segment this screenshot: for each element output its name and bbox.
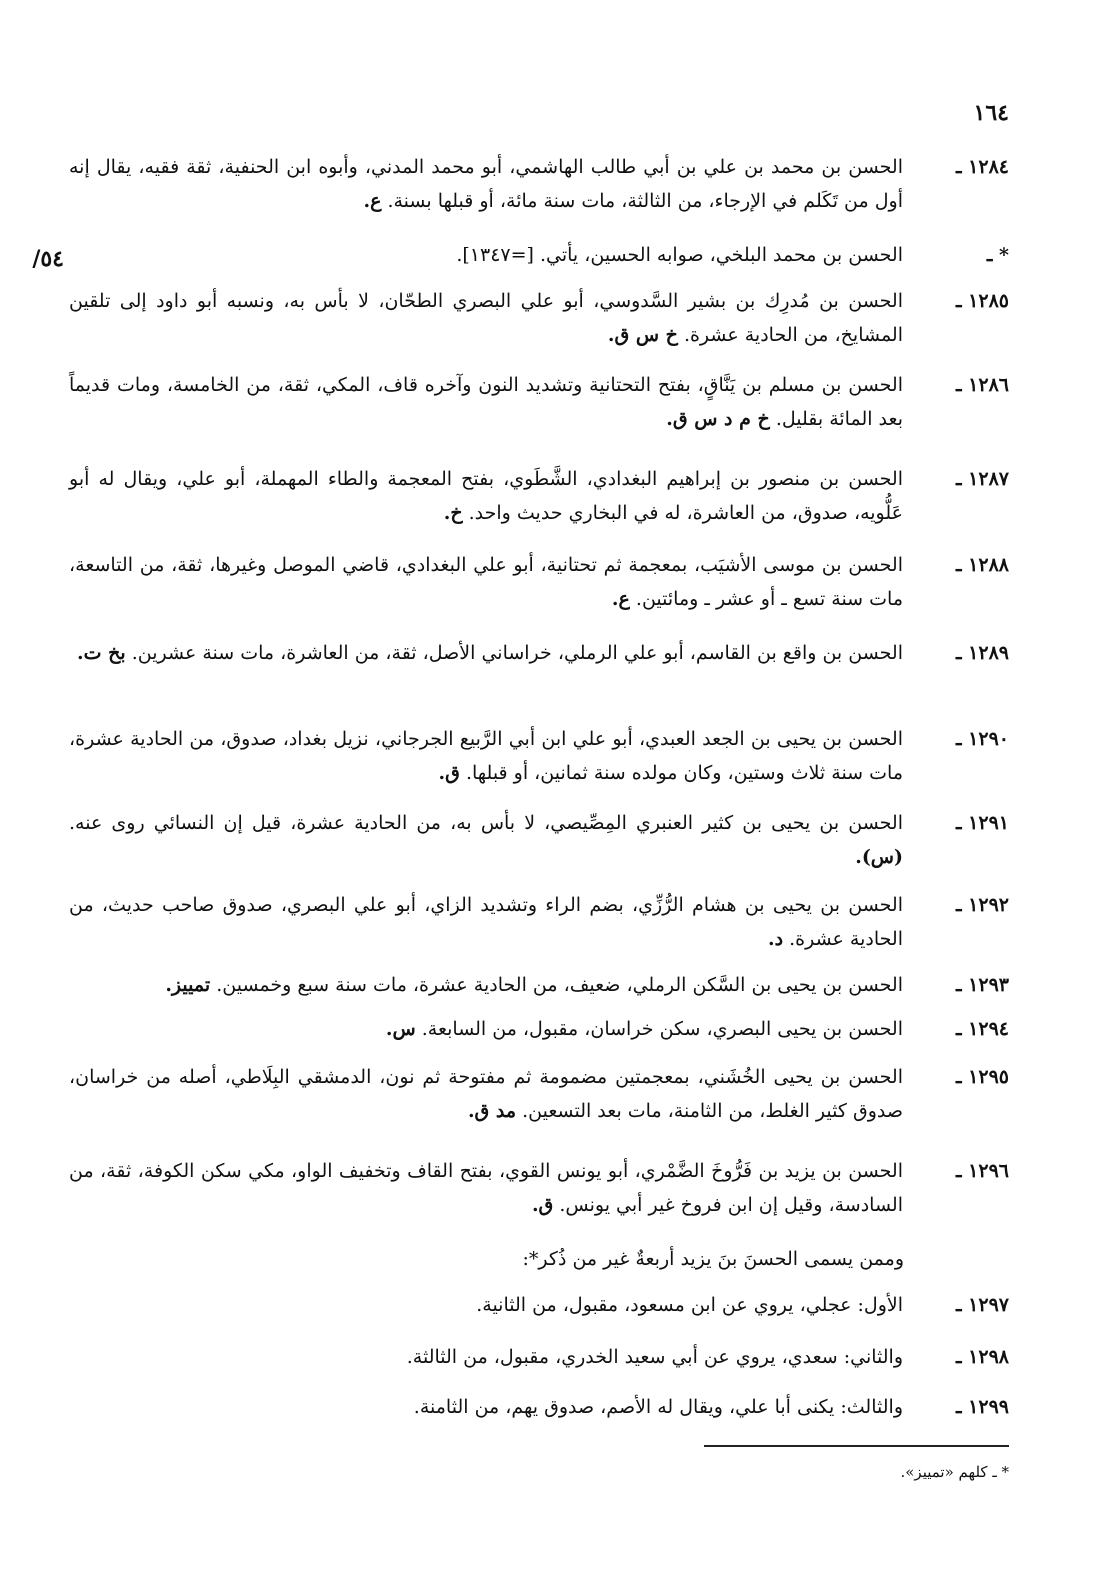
entry-code: مد ق. (467, 1100, 517, 1122)
entry-code: بخ ت. (77, 642, 126, 664)
entry-text: الحسن بن يحيى البصري، سكن خراسان، مقبول، من السابعة. (421, 1018, 903, 1040)
entry-1291 (69, 806, 1009, 874)
entry-text: الحسن بن يزيد بن فَرُّوخَ الضَّمْري، أبو يونس القوي، بفتح القاف وتخفيف الواو، مكي سكن الكوفة، ثقة، من السادسة، وقيل إن ابن فروخ غير أبي يونس. (69, 1160, 903, 1216)
entry-1284 (69, 150, 1009, 218)
entry-number: ١٢٨٧ ـ (955, 468, 1009, 490)
entry-1299 (69, 1390, 1009, 1424)
entry-1296 (69, 1154, 1009, 1222)
entry-1294 (69, 1012, 1009, 1046)
entry-1288 (69, 548, 1009, 616)
entry-text: الحسن بن يحيى بن الجعد العبدي، أبو علي ابن أبي الرَّبيع الجرجاني، نزيل بغداد، صدوق، من الحادية عشرة، مات سنة ثلاث وستين، وكان مولده سنة ثمانين، أو قبلها. (69, 728, 903, 784)
entry-1287 (69, 462, 1009, 530)
entry-1293 (69, 968, 1009, 1002)
entry-text: الحسن بن يحيى بن السَّكن الرملي، ضعيف، من الحادية عشرة، مات سنة سبع وخمسين. (216, 974, 903, 996)
entry-1289 (69, 636, 1009, 670)
entry-number: ١٢٨٩ ـ (955, 642, 1009, 664)
entry-text: الأول: عجلي، يروي عن ابن مسعود، مقبول، من الثانية. (476, 1294, 903, 1316)
page-number: ١٦٤ (973, 100, 1009, 126)
entry-number: ١٢٩٠ ـ (955, 728, 1009, 750)
entry-code: خ. (443, 502, 463, 524)
entry-text: والثاني: سعدي، يروي عن أبي سعيد الخدري، مقبول، من الثالثة. (406, 1346, 903, 1368)
entry-1295 (69, 1060, 1009, 1128)
entry-code: د. (768, 928, 784, 950)
entry-number: ١٢٩٣ ـ (955, 974, 1009, 996)
entry-1298 (69, 1340, 1009, 1374)
entry-text: الحسن بن مسلم بن يَنَّاقٍ، بفتح التحتانية وتشديد النون وآخره قاف، المكي، ثقة، من الخامسة، ومات قديماً بعد المائة بقليل. (69, 374, 903, 430)
entry-code: ع. (611, 588, 630, 610)
entry-text: الحسن بن موسى الأشيَب، بمعجمة ثم تحتانية، أبو علي البغدادي، قاضي الموصل وغيرها، ثقة، من التاسعة، مات سنة تسع ـ أو عشر ـ ومائتين. (69, 554, 903, 610)
entry-code: ع. (363, 190, 382, 212)
entry-number: ١٢٩٦ ـ (955, 1160, 1009, 1182)
entry-number: ١٢٩٩ ـ (955, 1396, 1009, 1418)
entry-text: والثالث: يكنى أبا علي، ويقال له الأصم، صدوق يهم، من الثامنة. (413, 1396, 903, 1418)
entry-number: ١٢٩٥ ـ (955, 1066, 1009, 1088)
entry-number: ١٢٨٦ ـ (955, 374, 1009, 396)
entry-number: ١٢٨٨ ـ (955, 554, 1009, 576)
entry-text: الحسن بن محمد بن علي بن أبي طالب الهاشمي، أبو محمد المدني، وأبوه ابن الحنفية، ثقة فقيه، يقال إنه أول من تَكَلم في الإرجاء، من الثالثة، مات سنة مائة، أو قبلها بسنة. (69, 156, 903, 212)
entry-text: الحسن بن مُدرِك بن بشير السَّدوسي، أبو علي البصري الطحّان، لا بأس به، ونسبه أبو داود إلى تلقين المشايخ، من الحادية عشرة. (69, 290, 903, 346)
entry-number: ١٢٩٤ ـ (955, 1018, 1009, 1040)
entry-1285 (69, 284, 1009, 352)
entry-code: خ س ق. (607, 324, 678, 346)
entry-code: (س). (855, 846, 903, 868)
entry-text: الحسن بن يحيى بن هشام الرُّزِّي، بضم الراء وتشديد الزاي، أبو علي البصري، صدوق صاحب حديث، من الحادية عشرة. (69, 894, 903, 950)
entry-1290 (69, 722, 1009, 790)
entry-text: الحسن بن منصور بن إبراهيم البغدادي، الشَّطَوي، بفتح المعجمة والطاء المهملة، أبو علي، ويقال له أبو عَلُّويه، صدوق، من العاشرة، له في البخاري حديث واحد. (69, 468, 903, 524)
entry-1286 (69, 368, 1009, 436)
entry-number: ١٢٩٨ ـ (955, 1346, 1009, 1368)
entry-code: ق. (531, 1194, 554, 1216)
entry-number: * ـ (986, 244, 1009, 266)
entry-code: س. (385, 1018, 416, 1040)
entry-number: ١٢٨٤ ـ (955, 156, 1009, 178)
entry-1297 (69, 1288, 1009, 1322)
entry-number: ١٢٩٢ ـ (955, 894, 1009, 916)
entry-number: ١٢٩٧ ـ (955, 1294, 1009, 1316)
footnote: * ـ كلهم «تمييز». (900, 1463, 1009, 1481)
entry-code: تمييز. (165, 974, 211, 996)
entry-text: الحسن بن محمد البلخي، صوابه الحسين، يأتي. [=١٣٤٧]. (456, 244, 903, 266)
entry-text: الحسن بن يحيى الخُشَني، بمعجمتين مضمومة ثم مفتوحة ثم نون، الدمشقي البِلَاطي، أصله من خراسان، صدوق كثير الغلط، من الثامنة، مات بعد التسعين. (69, 1066, 903, 1122)
entry-asterisk (69, 238, 1009, 272)
entry-number: ١٢٨٥ ـ (955, 290, 1009, 312)
entry-number: ١٢٩١ ـ (955, 812, 1009, 834)
entry-text: الحسن بن واقع بن القاسم، أبو علي الرملي، خراساني الأصل، ثقة، من العاشرة، مات سنة عشرين. (131, 642, 903, 664)
entry-code: خ م د س ق. (666, 408, 770, 430)
entry-text: الحسن بن يحيى بن كثير العنبري المِصِّيصي، لا بأس به، من الحادية عشرة، قيل إن النسائي روى عنه. (69, 812, 903, 834)
entry-1292 (69, 888, 1009, 956)
section-intro: وممن يسمى الحسنَ بنَ يزيد أربعةٌ غير من ذُكر*: (522, 1248, 904, 1270)
margin-page-reference: ٥٤/ (32, 246, 64, 272)
footnote-divider (704, 1445, 1009, 1447)
entry-code: ق. (438, 762, 460, 784)
